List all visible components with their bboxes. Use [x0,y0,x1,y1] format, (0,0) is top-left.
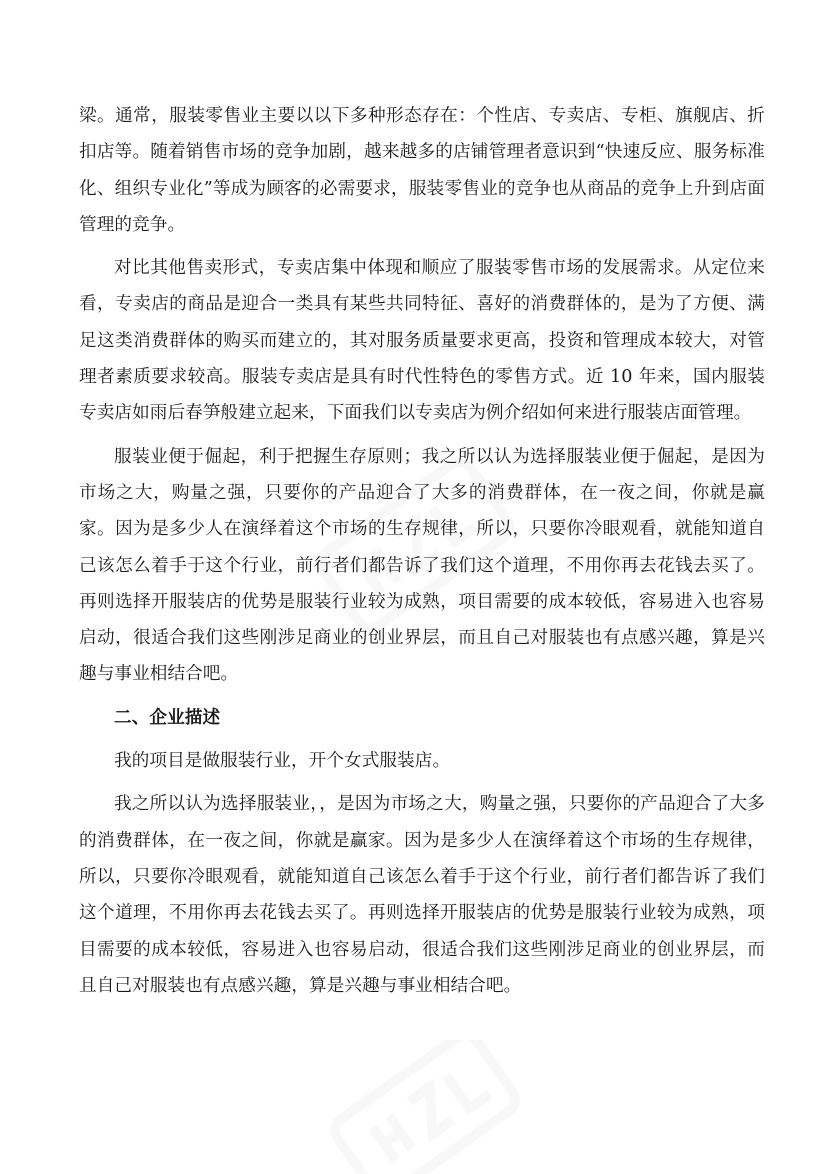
paragraph-continuation: 梁。通常，服装零售业主要以以下多种形态存在：个性店、专卖店、专柜、旗舰店、折扣店等。随着销售市场的竞争加剧，越来越多的店铺管理者意识到“快速反应、服务标准化、组织专业化”等成为顾客的必需要求，服装零售业的竞争也从商品的竞争上升到店面管理的竞争。 [79,106,765,235]
section-heading: 二、企业描述 [114,706,221,728]
paragraph-specialty-store: 对比其他售卖形式，专卖店集中体现和顺应了服装零售市场的发展需求。从定位来看，专卖店的商品是迎合一类具有某些共同特征、喜好的消费群体的，是为了方便、满足这类消费群体的购买而建立的，其对服务质量要求更高，投资和管理成本较大，对管理者素质要求较高。服装专卖店是具有时代性特色的零售方式。近 10 年来，国内服装专卖店如雨后春笋般建立起来，下面我们以专卖店为例介绍如何来进行服装店面管理。 [79,258,765,424]
paragraph-reason: 我之所以认为选择服装业，，是因为市场之大，购量之强，只要你的产品迎合了大多的消费群体，在一夜之间，你就是赢家。因为是多少人在演绎着这个市场的生存规律，所以，只要你冷眼观看，就能知道自己该怎么着手于这个行业，前行者们都告诉了我们这个道理，不用你再去花钱去买了。再则选择开服装店的优势是服装行业较为成熟，项目需要的成本较低，容易进入也容易启动，很适合我们这些刚涉足商业的创业界层，而且自己对服装也有点感兴趣，算是兴趣与事业相结合吧。 [79,794,765,996]
document-body [79,98,765,1004]
paragraph-project: 我的项目是做服装行业，开个女式服装店。 [114,751,451,772]
paragraph-apparel-industry: 服装业便于倔起，利于把握生存原则；我之所以认为选择服装业便于倔起，是因为市场之大，购量之强，只要你的产品迎合了大多的消费群体，在一夜之间，你就是赢家。因为是多少人在演绎着这个市场的生存规律，所以，只要你冷眼观看，就能知道自己该怎么着手于这个行业，前行者们都告诉了我们这个道理，不用你再去花钱去买了。再则选择开服装店的优势是服装行业较为成熟，项目需要的成本较低，容易进入也容易启动，很适合我们这些刚涉足商业的创业界层，而且自己对服装也有点感兴趣，算是兴趣与事业相结合吧。 [79,446,765,685]
watermark-logo-icon [320,1040,530,1174]
